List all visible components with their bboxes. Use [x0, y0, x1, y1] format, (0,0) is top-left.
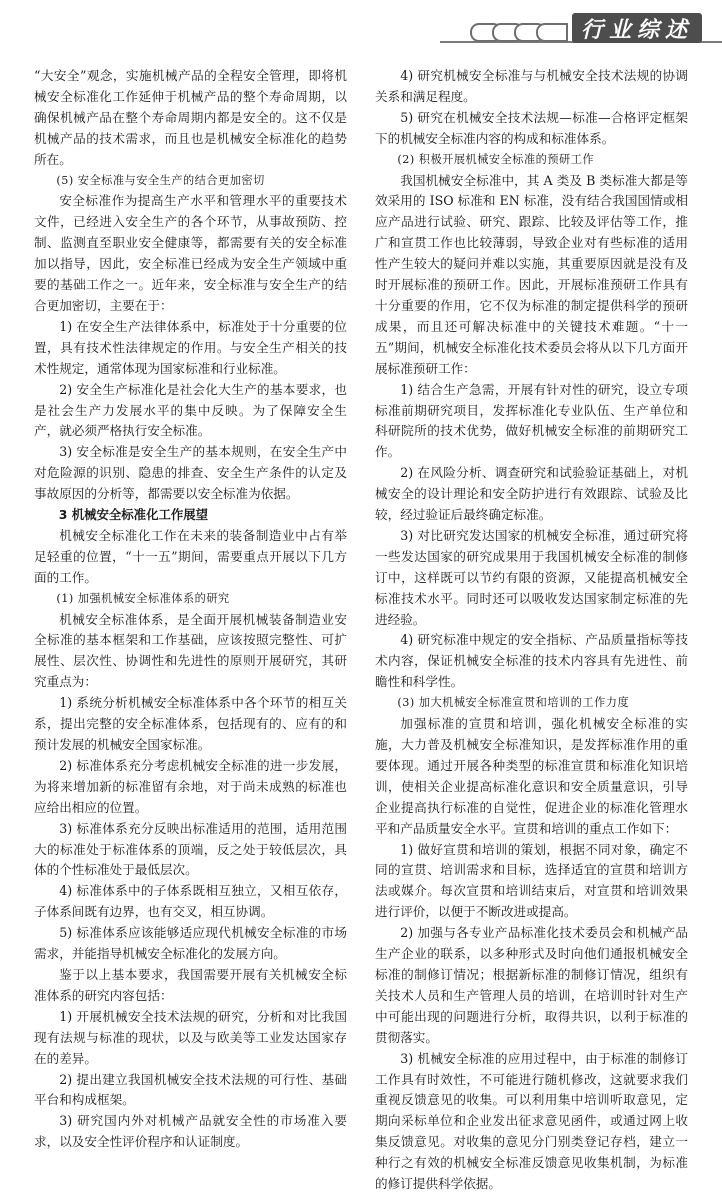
- paragraph: 1) 结合生产急需，开展有针对性的研究，设立专项标准前期研究项目，发挥标准化专业队伍、生产单位和科研院所的技术优势，做好机械安全标准的前期研究工作。: [375, 381, 688, 460]
- paragraph: 4) 研究机械安全标准与与机械安全技术法规的协调关系和满足程度。: [375, 68, 688, 104]
- paragraph: 1) 系统分析机械安全标准体系中各个环节的相互关系，提出完整的安全标准体系，包括现有的、应有的和预计发展的机械安全国家标准。: [34, 695, 347, 752]
- section-heading: 3 机械安全标准化工作展望: [58, 507, 209, 523]
- paragraph: 3) 研究国内外对机械产品就安全性的市场准入要求，以及安全性评价程序和认证制度。: [34, 1113, 347, 1150]
- paragraph: 5) 研究在机械安全技术法规—标准—合格评定框架下的机械安全标准内容的构成和标准体系。: [375, 109, 688, 146]
- paragraph: 4) 研究标准中规定的安全指标、产品质量指标等技术内容，保证机械安全标准的技术内容具有先进性、前瞻性和科学性。: [375, 632, 688, 690]
- paragraph: 2) 安全生产标准化是社会化大生产的基本要求，也是社会生产力发展水平的集中反映。为了保障安全生产，就必须严格执行安全标准。: [34, 381, 347, 439]
- paragraph: 机械安全标准体系，是全面开展机械装备制造业安全标准的基本框架和工作基础，应该按照完整性、可扩展性、层次性、协调性和先进性的原则开展研究，其研究重点为：: [34, 611, 347, 690]
- paragraph: 鉴于以上基本要求，我国需要开展有关机械安全标准体系的研究内容包括：: [34, 966, 347, 1003]
- left-column: [34, 66, 347, 1153]
- paragraph: 4) 标准体系中的子体系既相互独立，又相互依存，子体系间既有边界，也有交叉，相互协调。: [34, 883, 347, 920]
- paragraph: 机械安全标准化工作在未来的装备制造业中占有举足轻重的位置，“十一五”期间，需要重点开展以下几方面的工作。: [34, 527, 347, 585]
- paragraph: 1) 开展机械安全技术法规的研究，分析和对比我国现有法规与标准的现状，以及与欧美等工业发达国家存在的差异。: [34, 1008, 347, 1066]
- paragraph: 3) 安全标准是安全生产的基本规则，在安全生产中对危险源的识别、隐患的排查、安全生产条件的认定及事故原因的分析等，都需要以安全标准为依据。: [34, 444, 347, 502]
- paragraph: 1) 做好宣贯和培训的策划，根据不同对象，确定不同的宣贯、培训需求和目标，选择适宜的宣贯和培训方法或媒介。每次宣贯和培训结束后，对宣贯和培训效果进行评价，以便于不断改进或提高。: [375, 841, 688, 920]
- subsection-heading: (1) 加强机械安全标准体系的研究: [56, 591, 230, 605]
- section-title: 行业综述: [572, 13, 702, 43]
- subsection-heading: (2) 积极开展机械安全标准的预研工作: [397, 152, 595, 166]
- paragraph: 3) 机械安全标准的应用过程中，由于标准的制修订工作具有时效性，不可能进行随机修改，这就要求我们重视反馈意见的收集。可以利用集中培训听取意见，定期向采标单位和企业发出征求意见函件，或通过网上收集反馈意见。对收集的意见分门别类登记存档，建立一种行之有效的机械安全标准反馈意见收集机制，为标准的修订提供科学依据。: [375, 1050, 688, 1192]
- paragraph: 3) 对比研究发达国家的机械安全标准，通过研究将一些发达国家的研究成果用于我国机械安全标准的制修订中，这样既可以节约有限的资源，又能提高机械安全标准技术水平。同时还可以吸收发达国家制定标准的先进经验。: [375, 527, 688, 627]
- paragraph: 1) 在安全生产法律体系中，标准处于十分重要的位置，具有技术性法律规定的作用。与安全生产相关的技术性规定，通常体现为国家标准和行业标准。: [34, 318, 347, 376]
- paragraph: 5) 标准体系应该能够适应现代机械安全标准的市场需求，并能指导机械安全标准化的发展方向。: [34, 925, 347, 962]
- paragraph: 2) 在风险分析、调查研究和试验验证基础上，对机械安全的设计理论和安全防护进行有效跟踪、试验及比较，经过验证后最终确定标准。: [375, 465, 688, 523]
- subsection-heading: (5) 安全标准与安全生产的结合更加密切: [56, 173, 265, 187]
- paragraph: “大安全”观念，实施机械产品的全程安全管理，即将机械安全标准化工作延伸于机械产品的整个寿命周期，以确保机械产品在整个寿命周期内都是安全的。这不仅是机械产品的技术需求，而且也是机械安全标准化的趋势所在。: [34, 68, 347, 167]
- paragraph: 2) 加强与各专业产品标准化技术委员会和机械产品生产企业的联系，以多种形式及时向他们通报机械安全标准的制修订情况；根据新标准的制修订情况，组织有关技术人员和生产管理人员的培训，在培训时针对生产中可能出现的问题进行分析，取得共识，以利于标准的贯彻落实。: [375, 925, 688, 1045]
- paragraph: 2) 标准体系充分考虑机械安全标准的进一步发展，为将来增加新的标准留有余地，对于尚未成熟的标准也应给出相应的位置。: [34, 757, 347, 815]
- page-header: [0, 0, 722, 48]
- paragraph: 加强标准的宣贯和培训，强化机械安全标准的实施，大力普及机械安全标准知识，是发挥标准作用的重要体现。通过开展各种类型的标准宣贯和标准化知识培训，使相关企业提高标准化意识和安全质量意识，引导企业提高执行标准的自觉性，促进企业的标准化管理水平和产品质量安全水平。宣贯和培训的重点工作如下：: [375, 716, 688, 836]
- subsection-heading: (3) 加大机械安全标准宣贯和培训的工作力度: [397, 696, 630, 710]
- chain-link-icon: [470, 21, 570, 45]
- paragraph: 2) 提出建立我国机械安全技术法规的可行性、基础平台和构成框架。: [34, 1071, 347, 1108]
- right-column: [375, 66, 688, 1195]
- paragraph: 3) 标准体系充分反映出标准适用的范围，适用范围大的标准处于标准体系的顶端，反之处于较低层次，具体的个性标准处于最低层次。: [34, 820, 347, 878]
- paragraph: 我国机械安全标准中，其 A 类及 B 类标准大都是等效采用的 ISO 标准和 EN 标准，没有结合我国国情或相应产品进行试验、研究、跟踪、比较及评估等工作，推广和宣贯工作也比较薄弱，导致企业对有些标准的适用性产生较大的疑问并难以实施，其重要原因就是没有及时开展标准的预研工作。因此，开展标准预研工作具有十分重要的作用，它不仅为标准的制定提供科学的预研成果，而且还可解决标准中的关键技术难题。“十一五”期间，机械安全标准化技术委员会将从以下几方面开展标准预研工作：: [375, 172, 688, 376]
- paragraph: 安全标准作为提高生产水平和管理水平的重要技术文件，已经进入安全生产的各个环节，从事故预防、控制、监测直至职业安全健康等，都需要有关的安全标准加以指导，因此，安全标准已经成为安全生产领域中重要的基础工作之一。近年来，安全标准与安全生产的结合更加密切，主要在于：: [34, 193, 347, 313]
